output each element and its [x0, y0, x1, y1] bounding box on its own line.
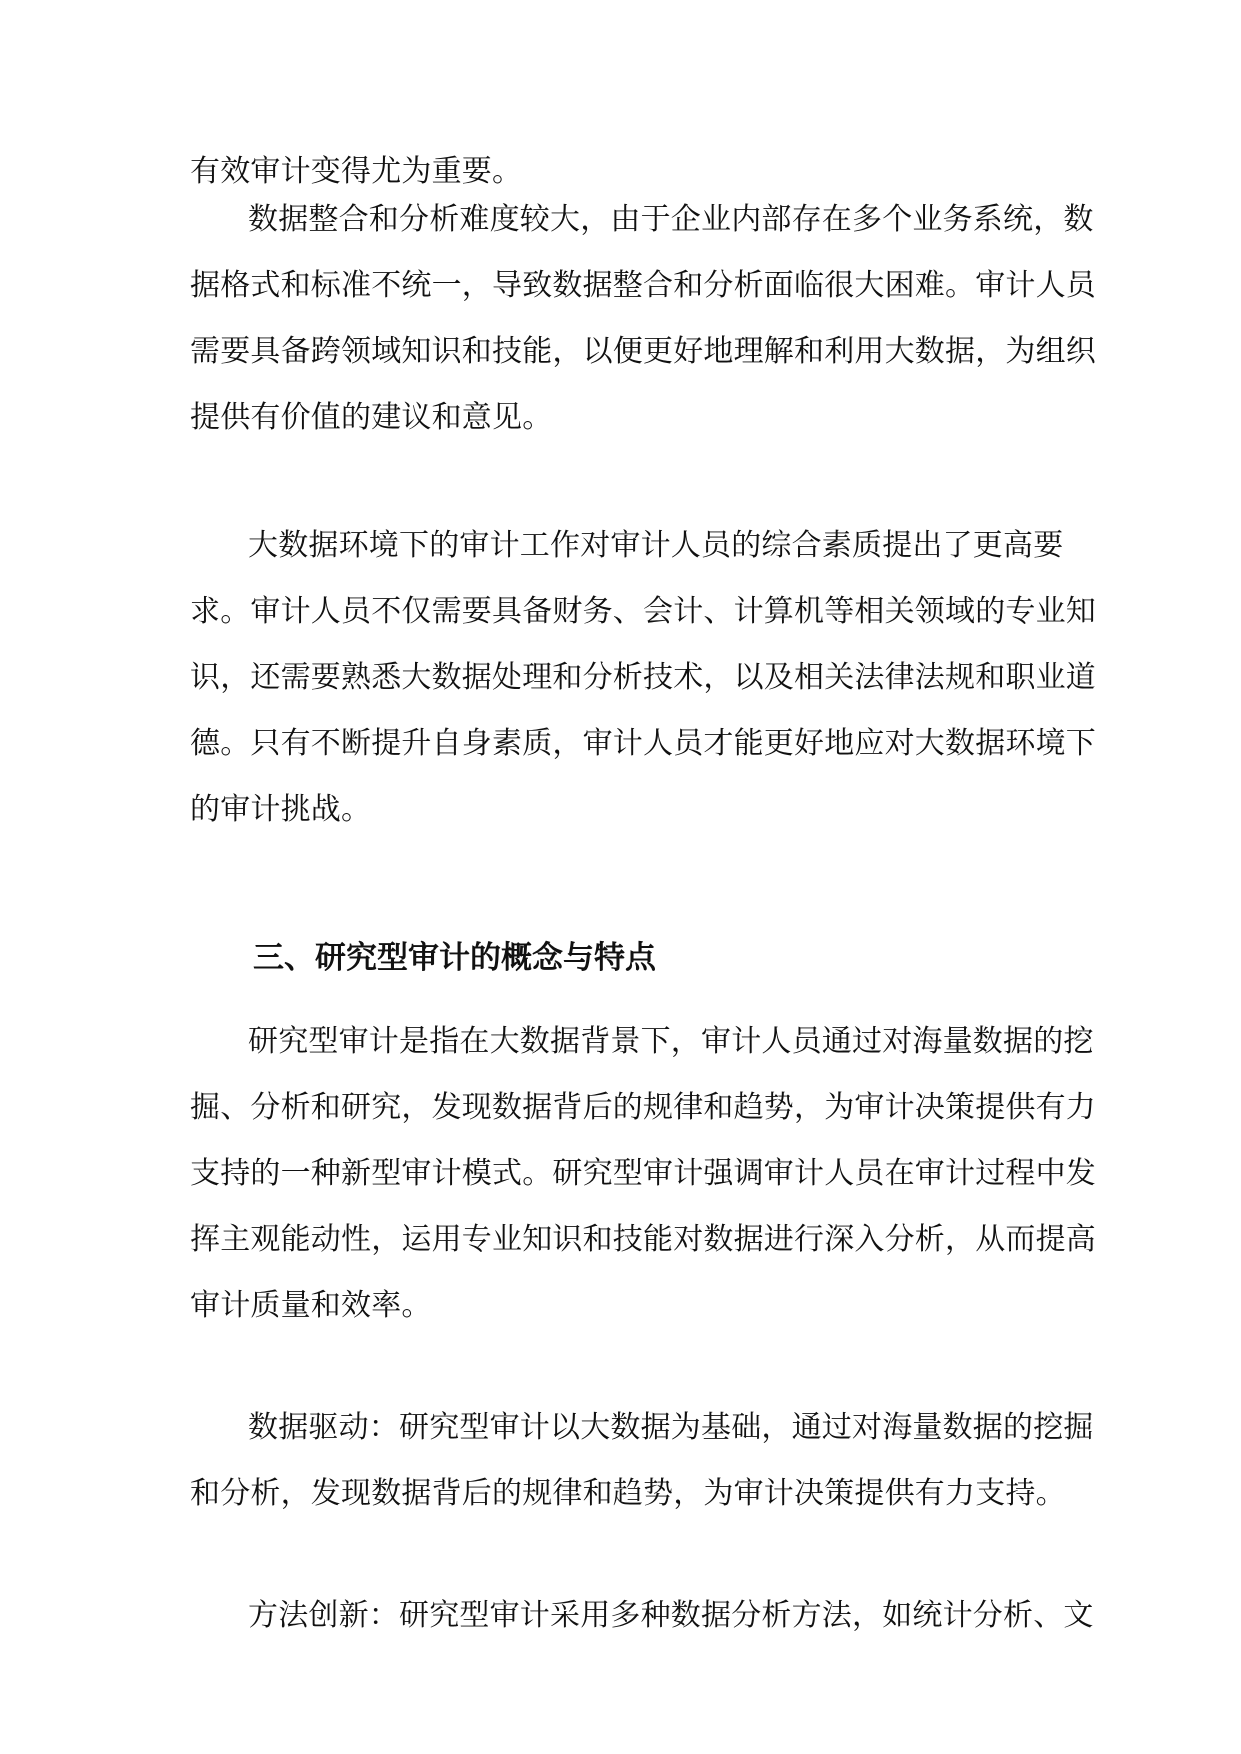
text-line: 数据整合和分析难度较大，由于企业内部存在多个业务系统，数 [248, 202, 1094, 237]
text-line: 识，还需要熟悉大数据处理和分析技术，以及相关法律法规和职业道 [190, 660, 1096, 695]
text-line: 需要具备跨领域知识和技能，以便更好地理解和利用大数据，为组织 [190, 334, 1096, 369]
text-line: 的审计挑战。 [190, 792, 372, 827]
text-line: 挥主观能动性，运用专业知识和技能对数据进行深入分析，从而提高 [190, 1222, 1096, 1257]
text-line: 据格式和标准不统一，导致数据整合和分析面临很大困难。审计人员 [190, 268, 1096, 303]
text-line: 和分析，发现数据背后的规律和趋势，为审计决策提供有力支持。 [190, 1476, 1066, 1511]
text-line: 审计质量和效率。 [190, 1288, 432, 1323]
text-line: 有效审计变得尤为重要。 [190, 154, 523, 189]
section-heading: 三、研究型审计的概念与特点 [253, 940, 656, 976]
text-line: 支持的一种新型审计模式。研究型审计强调审计人员在审计过程中发 [190, 1156, 1096, 1191]
text-line: 数据驱动：研究型审计以大数据为基础，通过对海量数据的挖掘 [248, 1410, 1094, 1445]
text-line: 掘、分析和研究，发现数据背后的规律和趋势，为审计决策提供有力 [190, 1090, 1096, 1125]
text-line: 方法创新：研究型审计采用多种数据分析方法，如统计分析、文 [248, 1598, 1094, 1633]
text-line: 提供有价值的建议和意见。 [190, 400, 553, 435]
text-line: 求。审计人员不仅需要具备财务、会计、计算机等相关领域的专业知 [190, 594, 1096, 629]
text-line: 研究型审计是指在大数据背景下，审计人员通过对海量数据的挖 [248, 1024, 1094, 1059]
text-line: 德。只有不断提升自身素质，审计人员才能更好地应对大数据环境下 [190, 726, 1096, 761]
text-line: 大数据环境下的审计工作对审计人员的综合素质提出了更高要 [248, 528, 1064, 563]
